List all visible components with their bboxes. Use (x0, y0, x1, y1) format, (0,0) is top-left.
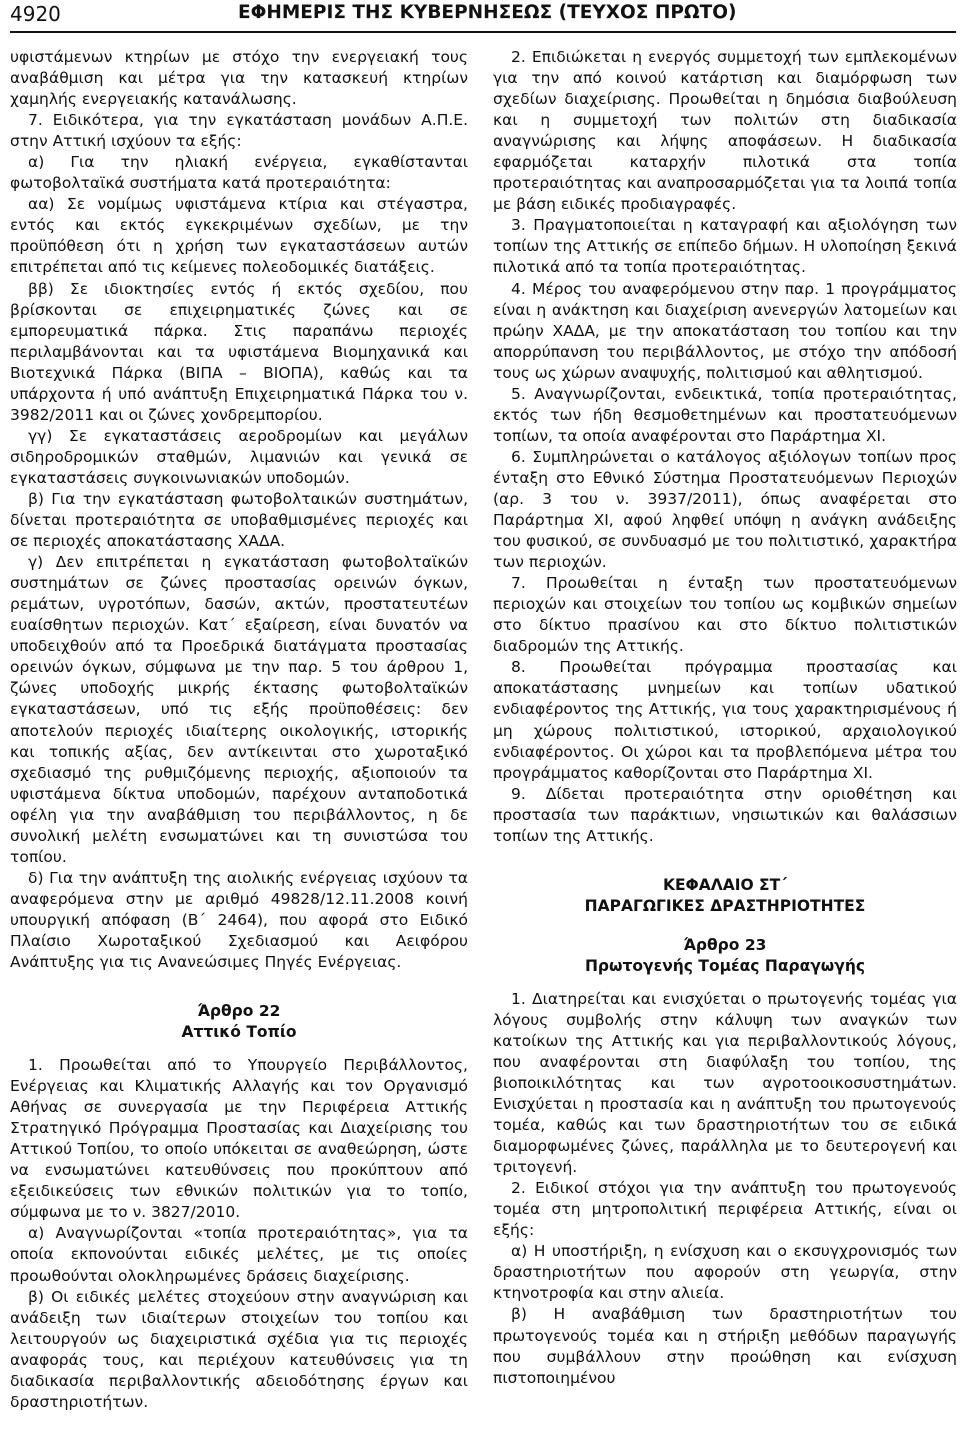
left-column (10, 47, 468, 1413)
gazette-title: ΕΦΗΜΕΡΙΣ ΤΗΣ ΚΥΒΕΡΝΗΣΕΩΣ (ΤΕΥΧΟΣ ΠΡΩΤΟ) (238, 2, 737, 23)
paragraph: 4. Μέρος του αναφερόμενου στην παρ. 1 προγράμματος είναι η ανάκτηση και διαχείριση ανενεργών λατομείων και πρώην ΧΑΔΑ, με την αποκατάσταση του τοπίου και την απορρύπανση του περιβάλλοντος, με στόχο την απόδοσή τους ως χώρων αναψυχής, πολιτισμού και αθλητισμού. (493, 279, 957, 382)
paragraph: α) Αναγνωρίζονται «τοπία προτεραιότητας», για τα οποία εκπονούνται ειδικές μελέτες, με τις οποίες προωθούνται ολοκληρωμένες δράσεις διαχείρισης. (10, 1224, 468, 1285)
paragraph: γ) Δεν επιτρέπεται η εγκατάσταση φωτοβολταϊκών συστημάτων σε ζώνες προστασίας ορεινών όγκων, ρεμάτων, υγροτόπων, δασών, ακτών, προστατευτέων ευαίσθητων περιοχών. Κατ΄ εξαίρεση, είναι δυνατόν να υποδειχθούν από τα Προεδρικά διατάγματα προστασίας ορεινών όγκων, σύμφωνα με την παρ. 5 του άρθρου 1, ζώνες υποδοχής μικρής έκτασης φωτοβολταϊκών εγκαταστάσεων, υπό τις εξής προϋποθέσεις: δεν αποτελούν περιοχές ιδιαίτερης οικολογικής, ιστορικής και τοπικής αξίας, δεν αντίκεινται στο χωροταξικό σχεδιασμό της ρυθμιζόμενης περιοχής, αξιοποιούν τα υφιστάμενα δίκτυα υποδομών, παρέχουν ανταποδοτικά οφέλη για την αναβάθμιση του περιβάλλοντος, η δε συνολική μελέτη ενσωματώνει και τη συνιστώσα του τοπίου. (10, 553, 468, 866)
paragraph: 2. Ειδικοί στόχοι για την ανάπτυξη του πρωτογενούς τομέα στη μητροπολιτική περιφέρεια Αττικής, είναι οι εξής: (493, 1179, 957, 1240)
article-23-number: Άρθρο 23 (683, 935, 767, 954)
article-22-title: Αττικό Τοπίο (181, 1023, 297, 1042)
paragraph: ββ) Σε ιδιοκτησίες εντός ή εκτός σχεδίου, που βρίσκονται σε επιχειρηματικές ζώνες και σε εμπορευματικά πάρκα. Στις παραπάνω περιοχές περιλαμβάνονται και τα υφιστάμενα Βιομηχανικά και Βιοτεχνικά Πάρκα (ΒΙΠΑ – ΒΙΟΠΑ), καθώς και τα υπάρχοντα ή υπό ανάπτυξη Επιχειρηματικά Πάρκα του ν. 3982/2011 και οι ζώνες χονδρεμπορίου. (10, 279, 468, 424)
paragraph: 2. Επιδιώκεται η ενεργός συμμετοχή των εμπλεκομένων για την από κοινού κατάρτιση και διαμόρφωση των σχεδίων διαχείρισης. Προωθείται η δημόσια διαβούλευση και η συμμετοχή των πολιτών στη διαδικασία αναγνώρισης και λήψης αποφάσεων. Η διαδικασία εφαρμόζεται καταρχήν πιλοτικά στα τοπία προτεραιότητας και αναπροσαρμόζεται για τα λοιπά τοπία με βάση ειδικές προδιαγραφές. (493, 48, 957, 214)
paragraph: α) Η υποστήριξη, η ενίσχυση και ο εκσυγχρονισμός των δραστηριοτήτων που αφορούν στη γεωργία, στην κτηνοτροφία και στην αλιεία. (493, 1242, 957, 1303)
page-header (10, 0, 956, 32)
paragraph: 7. Ειδικότερα, για την εγκατάσταση μονάδων Α.Π.Ε. στην Αττική ισχύουν τα εξής: (10, 111, 468, 151)
article-22-number: Άρθρο 22 (197, 1002, 281, 1021)
paragraph: β) Για την εγκατάσταση φωτοβολταικών συστημάτων, δίνεται προτεραιότητα σε υποβαθμισμένες περιοχές και σε περιοχές αποκατάστασης ΧΑΔΑ. (10, 489, 468, 551)
paragraph: 9. Δίδεται προτεραιότητα στην οριοθέτηση και προστασία των παράκτιων, νησιωτικών και θαλάσσιων τοπίων της Αττικής. (493, 784, 957, 845)
paragraph: υφιστάμενων κτηρίων με στόχο την ενεργειακή τους αναβάθμιση και μέτρα για την κατασκευή κτηρίων χαμηλής ενεργειακής κατανάλωσης. (10, 48, 468, 109)
paragraph: γγ) Σε εγκαταστάσεις αεροδρομίων και μεγάλων σιδηροδρομικών σταθμών, λιμανιών και γενικά σε εγκαταστάσεις συγκοινωνιακών υποδομών. (10, 426, 468, 487)
paragraph: δ) Για την ανάπτυξη της αιολικής ενέργειας ισχύουν τα αναφερόμενα στην με αριθμό 49828/12.11.2008 κοινή υπουργική απόφαση (Β΄ 2464), που αφορά στο Ειδικό Πλαίσιο Χωροταξικού Σχεδιασμού και Αειφόρου Ανάπτυξης για τις Ανανεώσιμες Πηγές Ενέργειας. (10, 868, 468, 972)
paragraph: 1. Προωθείται από το Υπουργείο Περιβάλλοντος, Ενέργειας και Κλιματικής Αλλαγής και τον Οργανισμό Αθήνας σε συνεργασία με την Περιφέρεια Αττικής Στρατηγικό Πρόγραμμα Προστασίας και Διαχείρισης του Αττικού Τοπίου, το οποίο υπόκειται σε αναθεώρηση, ώστε να ενσωματώνει κατευθύνσεις που προκύπτουν από εξειδικεύσεις των εθνικών πολιτικών για το τοπίο, σύμφωνα με το ν. 3827/2010. (10, 1056, 468, 1222)
paragraph: 5. Αναγνωρίζονται, ενδεικτικά, τοπία προτεραιότητας, εκτός των ήδη θεσμοθετημένων και προστατευόμενων τοπίων, τα οποία αναφέρονται στο Παράρτημα ΧΙ. (493, 384, 957, 445)
paragraph: 7. Προωθείται η ένταξη των προστατευόμενων περιοχών και στοιχείων του τοπίου ως κομβικών σημείων στο δίκτυο πρασίνου και στο δίκτυο πολιτιστικών διαδρομών της Αττικής. (493, 574, 957, 656)
right-column (493, 47, 957, 1389)
article-23-title: Πρωτογενής Τομέας Παραγωγής (584, 956, 866, 975)
header-divider (10, 31, 956, 33)
paragraph: αα) Σε νομίμως υφιστάμενα κτίρια και στέγαστρα, εντός και εκτός εγκεκριμένων σχεδίων, με την προϋπόθεση ότι η χρήση των εγκαταστάσεων αυτών επιτρέπεται από τις κείμενες πολεοδομικές διατάξεις. (10, 195, 468, 277)
paragraph: 6. Συμπληρώνεται ο κατάλογος αξιόλογων τοπίων προς ένταξη στο Εθνικό Σύστημα Προστατευόμενων Περιοχών (αρ. 3 του ν. 3937/2011), όπως αναφέρεται στο Παράρτημα ΧΙ, αφού ληφθεί υπόψη η ανάγκη ανάδειξης του φυσικού, σε συνδυασμό με του πολιτιστικό, χαρακτήρα των περιοχών. (493, 447, 957, 572)
paragraph: β) Η αναβάθμιση των δραστηριοτήτων του πρωτογενούς τομέα και η στήριξη μεθόδων παραγωγής που συμβάλλουν στην προώθηση και ενίσχυση πιστοποιημένου (493, 1305, 957, 1387)
page-number: 4920 (10, 2, 61, 26)
chapter-number: ΚΕΦΑΛΑΙΟ ΣΤ΄ (662, 875, 788, 894)
paragraph: α) Για την ηλιακή ενέργεια, εγκαθίστανται φωτοβολταϊκά συστήματα κατά προτεραιότητα: (10, 153, 468, 193)
paragraph: 1. Διατηρείται και ενισχύεται ο πρωτογενής τομέας για λόγους συμβολής στην κάλυψη των αναγκών των κατοίκων της Αττικής και για περιβαλλοντικούς λόγους, που αναφέρονται στη διαφύλαξη του τοπίου, της βιοποικιλότητας και των αγροτοοικοσυστημάτων. Ενισχύεται η προστασία και η ανάπτυξη του πρωτογενούς τομέα, καθώς και των δραστηριοτήτων του σε ειδικά διαμορφωμένες ζώνες, παράλληλα με το δευτερογενή και τριτογενή. (493, 989, 957, 1177)
paragraph: 3. Πραγματοποιείται η καταγραφή και αξιολόγηση των τοπίων της Αττικής σε επίπεδο δήμων. Η υλοποίηση ξεκινά πιλοτικά από τα τοπία προτεραιότητας. (493, 216, 957, 277)
chapter-title: ΠΑΡΑΓΩΓΙΚΕΣ ΔΡΑΣΤΗΡΙΟΤΗΤΕΣ (584, 896, 866, 915)
paragraph: 8. Προωθείται πρόγραμμα προστασίας και αποκατάστασης μνημείων και τοπίων υδατικού ενδιαφέροντος της Αττικής, για τους χαρακτηρισμένους ή μη χώρους πολιτιστικού, ιστορικού, αρχαιολογικού ενδιαφέροντος. Οι χώροι και τα προβλεπόμενα μέτρα του προγράμματος καθορίζονται στο Παράρτημα ΧΙ. (493, 658, 957, 782)
paragraph: β) Οι ειδικές μελέτες στοχεύουν στην αναγνώριση και ανάδειξη των ιδιαίτερων στοιχείων του τοπίου και λειτουργούν ως διαχειριστικά σχέδια για τις περιοχές αναφοράς τους, και περιέχουν κατευθύνσεις για τη διαδικασία περιβαλλοντικής αδειοδότησης έργων και δραστηριοτήτων. (10, 1287, 468, 1411)
